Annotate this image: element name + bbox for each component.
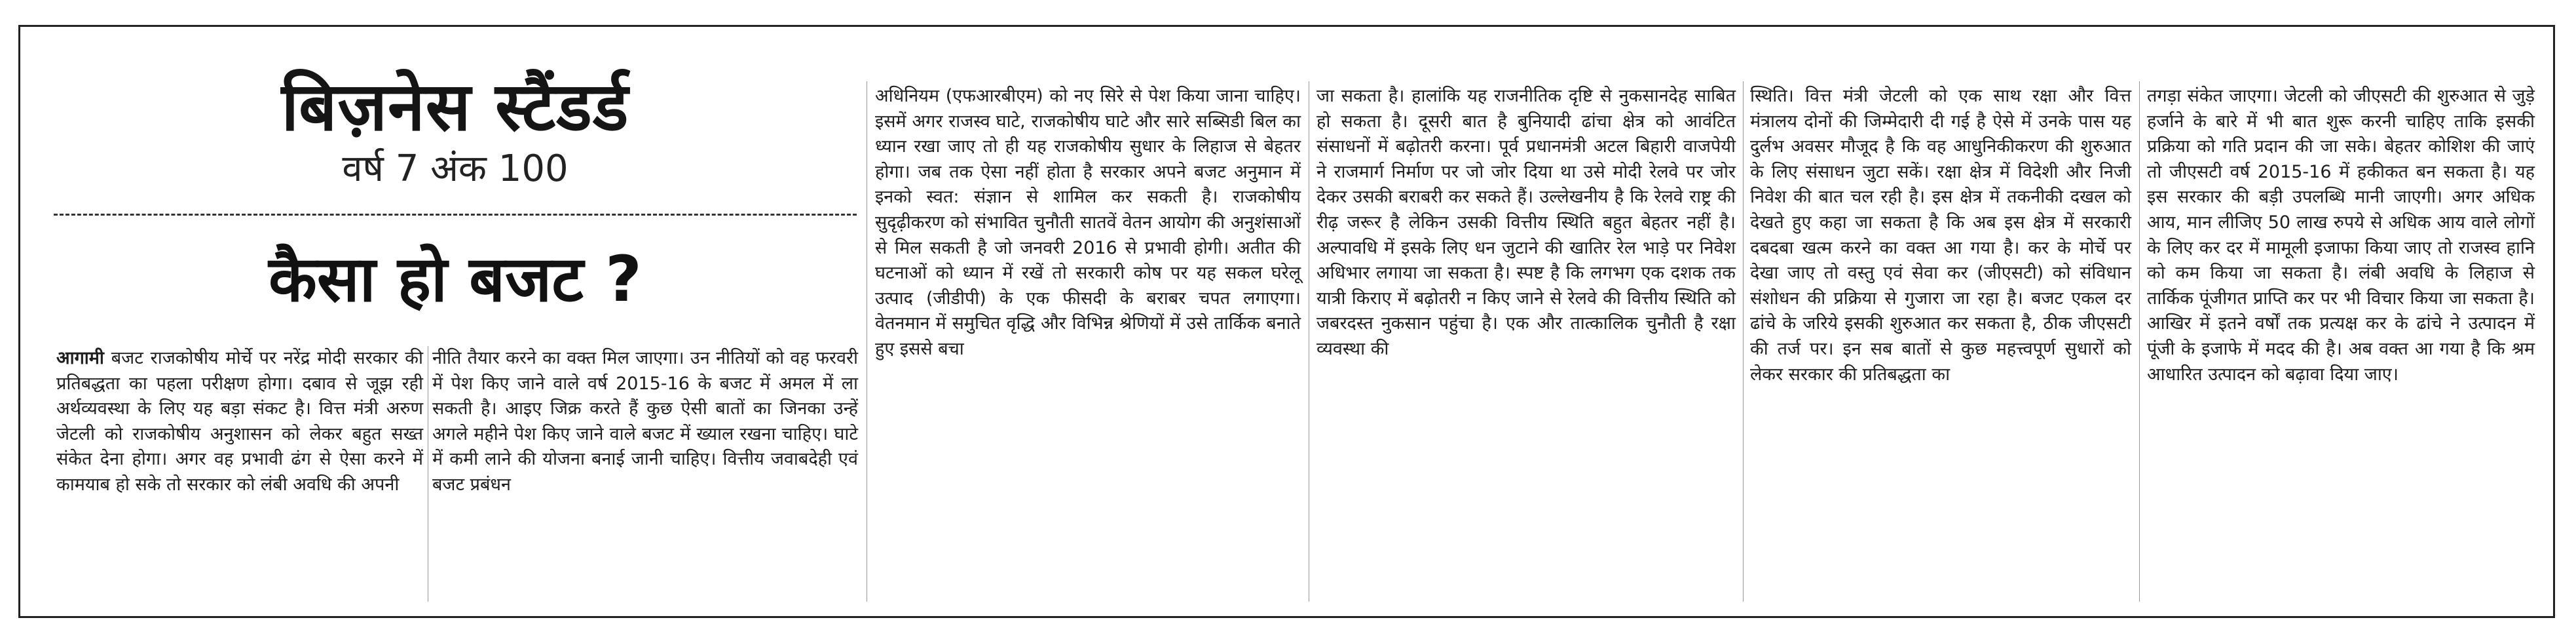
article-column-6: [2147, 84, 2535, 387]
article-column-4: [1316, 84, 1736, 362]
article-column-2: [432, 346, 858, 498]
masthead: [52, 68, 858, 190]
article-headline: कैसा हो बजट ?: [269, 242, 642, 316]
column-rule-5: [2139, 81, 2140, 602]
column-6-text: तगड़ा संकेत जाएगा। जेटली को जीएसटी की शुरुआत से जुड़े हर्जाने के बारे में भी बात शुरू करनी चाहिए ताकि इसकी प्रक्रिया को गति प्रदान की जा सके। बेहतर कोशिश की जाएं तो जीएसटी वर्ष 2015-16 में हकीकत बन सकता है। यह इस सरकार की बड़ी उपलब्धि मानी जाएगी। अगर अधिक आय, मान लीजिए 50 लाख रुपये से अधिक आय वाले लोगों के लिए कर दर में मामूली इजाफा किया जाए तो राजस्व हानि को कम किया जा सकता है। लंबी अवधि के लिहाज से तार्किक पूंजीगत प्राप्ति कर पर भी विचार किया जा सकता है। आखिर में इतने वर्षों तक प्रत्यक्ष कर के ढांचे ने उत्पादन में पूंजी के इजाफे में मदद की है। अब वक्त आ गया है कि श्रम आधारित उत्पादन को बढ़ावा दिया जाए।: [2147, 86, 2535, 385]
column-rule-4: [1743, 81, 1744, 602]
column-2-text: नीति तैयार करने का वक्त मिल जाएगा। उन नीतियों को वह फरवरी में पेश किए जाने वाले वर्ष 2015-16 के बजट में अमल में ला सकती है। आइए जिक्र करते हैं कुछ ऐसी बातों का जिनका उन्हें अगले महीने पेश किए जाने वाले बजट में ख्याल रखना चाहिए। घाटे में कमी लाने की योजना बनाई जानी चाहिए। वित्तीय जवाबदेही एवं बजट प्रबंधन: [432, 348, 858, 495]
column-5-text: स्थिति। वित्त मंत्री जेटली को एक साथ रक्षा और वित्त मंत्रालय दोनों की जिम्मेदारी दी गई है ऐसे में उनके पास यह दुर्लभ अवसर मौजूद है कि वह आधुनिकीकरण की शुरुआत के लिए संसाधन जुटा सकें। रक्षा क्षेत्र में विदेशी और निजी निवेश की बात चल रही है। इस क्षेत्र में तकनीकी दखल को देखते हुए कहा जा सकता है कि अब इस क्षेत्र में सरकारी दबदबा खत्म करने का वक्त आ गया है। कर के मोर्चे पर देखा जाए तो वस्तु एवं सेवा कर (जीएसटी) को संविधान संशोधन की प्रक्रिया से गुजारा जा रहा है। बजट एकल दर ढांचे के जरिये इसकी शुरुआत कर सकता है, ठीक जीएसटी की तर्ज पर। इन सब बातों से कुछ महत्त्वपूर्ण सुधारों को लेकर सरकार की प्रतिबद्धता का: [1750, 86, 2131, 385]
newspaper-name: बिज़नेस स्टैंडर्ड: [281, 68, 629, 146]
dashed-divider: [54, 214, 857, 216]
article-column-5: [1750, 84, 2131, 387]
column-4-text: जा सकता है। हालांकि यह राजनीतिक दृष्टि से नुकसानदेह साबित हो सकता है। दूसरी बात है बुनियादी ढांचा क्षेत्र को आवंटित संसाधनों में बढ़ोतरी करना। पूर्व प्रधानमंत्री अटल बिहारी वाजपेयी ने राजमार्ग निर्माण पर जो जोर दिया था उसे मोदी रेलवे पर जोर देकर उसकी बराबरी कर सकते हैं। उल्लेखनीय है कि रेलवे राष्ट्र की रीढ़ जरूर है लेकिन उसकी वित्तीय स्थिति बहुत बेहतर नहीं है। अल्पावधि में इसके लिए धन जुटाने की खातिर रेल भाड़े पर निवेश अधिभार लगाया जा सकता है। स्पष्ट है कि लगभग एक दशक तक यात्री किराए में बढ़ोतरी न किए जाने से रेलवे की वित्तीय स्थिति को जबरदस्त नुकसान पहुंचा है। एक और तात्कालिक चुनौती है रक्षा व्यवस्था की: [1316, 86, 1736, 359]
article-column-1: [56, 346, 423, 498]
column-1-text: [56, 346, 423, 498]
article-column-3: [875, 84, 1301, 362]
issue-number: वर्ष 7 अंक 100: [342, 147, 569, 190]
column-1-body: बजट राजकोषीय मोर्चे पर नरेंद्र मोदी सरकार की प्रतिबद्धता का पहला परीक्षण होगा। दबाव से जूझ रही अर्थव्यवस्था के लिए यह बड़ा संकट है। वित्त मंत्री अरुण जेटली को राजकोषीय अनुशासन को लेकर बहुत सख्त संकेत देना होगा। अगर वह प्रभावी ढंग से ऐसा करने में कामयाब हो सके तो सरकार को लंबी अवधि की अपनी: [56, 348, 423, 495]
column-3-text: अधिनियम (एफआरबीएम) को नए सिरे से पेश किया जाना चाहिए। इसमें अगर राजस्व घाटे, राजकोषीय घाटे और सारे सब्सिडी बिल का ध्यान रखा जाए तो ही यह राजकोषीय सुधार के लिहाज से बेहतर होगा। जब तक ऐसा नहीं होता है सरकार अपने बजट अनुमान में इनको स्वत: संज्ञान से शामिल कर सकती है। राजकोषीय सुदृढ़ीकरण को संभावित चुनौती सातवें वेतन आयोग की अनुशंसाओं से मिल सकती है जो जनवरी 2016 से प्रभावी होगी। अतीत की घटनाओं को ध्यान में रखें तो सरकारी कोष पर यह सकल घरेलू उत्पाद (जीडीपी) के एक फीसदी के बराबर चपत लगाएगा। वेतनमान में समुचित वृद्धि और विभिन्न श्रेणियों में उसे तार्किक बनाते हुए इससे बचा: [875, 86, 1301, 359]
lead-word: आगामी: [56, 348, 104, 368]
